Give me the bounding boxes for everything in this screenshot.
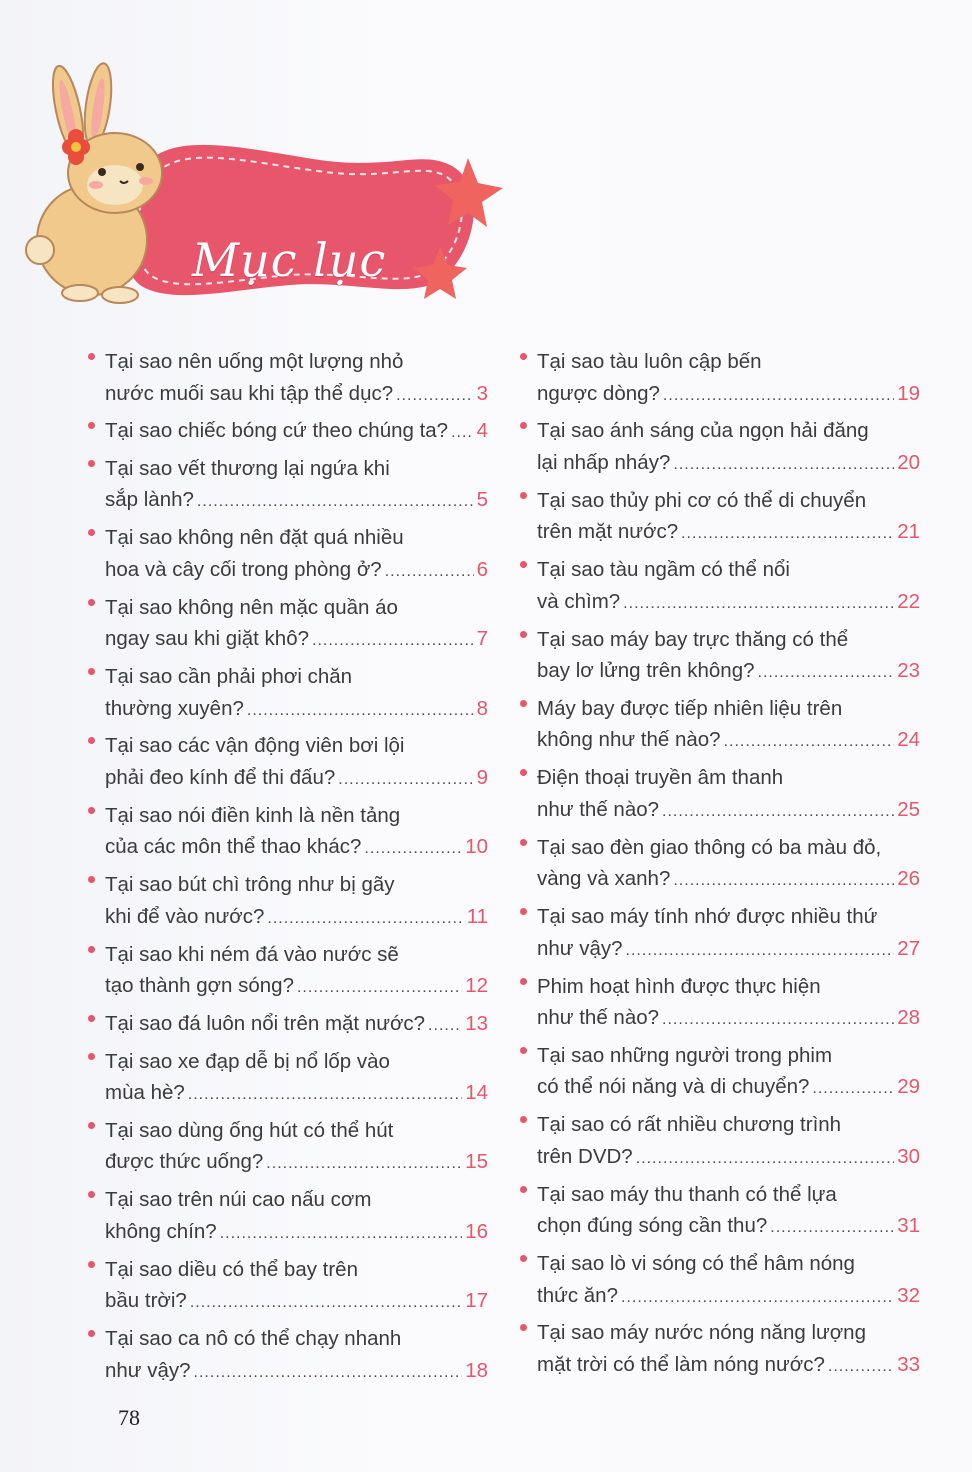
page-ref: 18 bbox=[465, 1358, 488, 1382]
entry-title: không chín? bbox=[105, 1219, 217, 1243]
toc-entry bbox=[520, 415, 920, 484]
page-ref: 31 bbox=[897, 1214, 920, 1238]
entry-title: Tại sao khi ném đá vào nước sẽ bbox=[105, 942, 399, 966]
entry-title: Tại sao xe đạp dễ bị nổ lốp vào bbox=[105, 1049, 390, 1073]
toc-entry bbox=[520, 901, 920, 970]
bullet-icon bbox=[88, 946, 95, 953]
entry-title: mùa hè? bbox=[105, 1081, 185, 1105]
toc-entry bbox=[88, 661, 488, 730]
entry-title: như vậy? bbox=[105, 1358, 191, 1382]
toc-entry bbox=[520, 762, 920, 831]
toc-column-left bbox=[88, 346, 488, 1392]
page-ref: 27 bbox=[897, 936, 920, 960]
toc-column-right bbox=[520, 346, 920, 1387]
entry-title: ngược dòng? bbox=[537, 381, 660, 405]
bullet-icon bbox=[520, 422, 527, 429]
entry-title: sắp lành? bbox=[105, 488, 194, 512]
bullet-icon bbox=[88, 1330, 95, 1337]
bullet-icon bbox=[520, 561, 527, 568]
bullet-icon bbox=[520, 492, 527, 499]
toc-entry bbox=[88, 800, 488, 869]
toc-entry bbox=[88, 1008, 488, 1046]
entry-title: Tại sao có rất nhiều chương trình bbox=[537, 1113, 842, 1137]
bullet-icon bbox=[520, 908, 527, 915]
entry-title: Tại sao những người trong phim bbox=[537, 1043, 833, 1067]
toc-entry bbox=[88, 522, 488, 591]
entry-title: bầu trời? bbox=[105, 1289, 187, 1313]
page-title: Mục lục bbox=[192, 233, 387, 287]
page-ref: 15 bbox=[465, 1150, 488, 1174]
bullet-icon bbox=[520, 1116, 527, 1123]
bullet-icon bbox=[88, 599, 95, 606]
bullet-icon bbox=[88, 1053, 95, 1060]
entry-title: Tại sao ánh sáng của ngọn hải đăng bbox=[537, 419, 869, 443]
toc-entry bbox=[88, 939, 488, 1008]
entry-title: Tại sao đá luôn nổi trên mặt nước? bbox=[105, 1012, 426, 1036]
page-ref: 12 bbox=[465, 974, 488, 998]
entry-title: của các môn thể thao khác? bbox=[105, 835, 362, 859]
page-ref: 25 bbox=[897, 797, 920, 821]
entry-title: như vậy? bbox=[537, 936, 623, 960]
entry-title: Tại sao nói điền kinh là nền tảng bbox=[105, 803, 401, 827]
page-ref: 30 bbox=[897, 1144, 920, 1168]
bullet-icon bbox=[88, 422, 95, 429]
bullet-icon bbox=[520, 700, 527, 707]
entry-title: Tại sao không nên mặc quần áo bbox=[105, 595, 398, 619]
toc-entry bbox=[88, 1115, 488, 1184]
entry-title: trên mặt nước? bbox=[537, 520, 679, 544]
toc-entry bbox=[520, 1040, 920, 1109]
entry-title: Phim hoạt hình được thực hiện bbox=[537, 974, 821, 998]
entry-title: Tại sao tàu ngầm có thể nổi bbox=[537, 558, 790, 582]
toc-entry bbox=[520, 485, 920, 554]
entry-title: trên DVD? bbox=[537, 1144, 633, 1168]
toc-entry bbox=[520, 1317, 920, 1386]
bullet-icon bbox=[88, 353, 95, 360]
bullet-icon bbox=[88, 737, 95, 744]
entry-title: Điện thoại truyền âm thanh bbox=[537, 766, 784, 790]
toc-entry bbox=[88, 1323, 488, 1392]
page-ref: 24 bbox=[897, 728, 920, 752]
bullet-icon bbox=[520, 1255, 527, 1262]
toc-entry bbox=[520, 624, 920, 693]
entry-title: vàng và xanh? bbox=[537, 867, 671, 891]
entry-title: Tại sao chiếc bóng cứ theo chúng ta? bbox=[105, 419, 449, 443]
entry-title: mặt trời có thể làm nóng nước? bbox=[537, 1352, 825, 1376]
toc-entry bbox=[88, 1046, 488, 1115]
entry-title: như thế nào? bbox=[537, 1006, 660, 1030]
entry-title: Tại sao máy tính nhớ được nhiều thứ bbox=[537, 905, 878, 929]
page-ref: 32 bbox=[897, 1283, 920, 1307]
entry-title: được thức uống? bbox=[105, 1150, 264, 1174]
toc-entry bbox=[520, 693, 920, 762]
toc-entry bbox=[88, 592, 488, 661]
entry-title: Tại sao thủy phi cơ có thể di chuyển bbox=[537, 488, 867, 512]
entry-title: Tại sao vết thương lại ngứa khi bbox=[105, 456, 390, 480]
bullet-icon bbox=[88, 1191, 95, 1198]
page-ref: 17 bbox=[465, 1289, 488, 1313]
toc-entry bbox=[88, 453, 488, 522]
page-ref: 16 bbox=[465, 1219, 488, 1243]
entry-title: bay lơ lửng trên không? bbox=[537, 659, 755, 683]
page-ref: 28 bbox=[897, 1006, 920, 1030]
bullet-icon bbox=[88, 460, 95, 467]
entry-title: Tại sao máy bay trực thăng có thể bbox=[537, 627, 849, 651]
page-ref: 19 bbox=[897, 381, 920, 405]
toc-entry bbox=[520, 554, 920, 623]
entry-title: Tại sao ca nô có thể chạy nhanh bbox=[105, 1327, 402, 1351]
toc-entry bbox=[88, 415, 488, 453]
entry-title: Tại sao các vận động viên bơi lội bbox=[105, 734, 405, 758]
page-ref: 22 bbox=[897, 589, 920, 613]
bullet-icon bbox=[520, 631, 527, 638]
page-ref: 33 bbox=[897, 1352, 920, 1376]
bullet-icon bbox=[520, 769, 527, 776]
entry-title: nước muối sau khi tập thể dục? bbox=[105, 381, 394, 405]
toc-header bbox=[20, 55, 520, 315]
bullet-icon bbox=[520, 978, 527, 985]
bullet-icon bbox=[520, 1324, 527, 1331]
bullet-icon bbox=[88, 1015, 95, 1022]
bullet-icon bbox=[520, 1047, 527, 1054]
entry-title: Tại sao nên uống một lượng nhỏ bbox=[105, 350, 404, 373]
entry-title: Tại sao máy thu thanh có thể lựa bbox=[537, 1182, 837, 1206]
page-ref: 4 bbox=[476, 419, 488, 443]
page-ref: 6 bbox=[476, 557, 488, 581]
entry-title: Tại sao đèn giao thông có ba màu đỏ, bbox=[537, 835, 882, 859]
toc-entry bbox=[520, 346, 920, 415]
entry-title: Tại sao cần phải phơi chăn bbox=[105, 665, 353, 689]
toc-entry bbox=[520, 971, 920, 1040]
toc-entry bbox=[520, 1109, 920, 1178]
page-ref: 29 bbox=[897, 1075, 920, 1099]
entry-title: và chìm? bbox=[537, 589, 621, 613]
entry-title: Tại sao trên núi cao nấu cơm bbox=[105, 1188, 372, 1212]
page-ref: 11 bbox=[466, 904, 488, 928]
bullet-icon bbox=[88, 529, 95, 536]
entry-title: như thế nào? bbox=[537, 797, 660, 821]
page-ref: 23 bbox=[897, 659, 920, 683]
entry-title: không như thế nào? bbox=[537, 728, 721, 752]
entry-title: hoa và cây cối trong phòng ở? bbox=[105, 557, 382, 581]
toc-entry bbox=[88, 1184, 488, 1253]
page-ref: 13 bbox=[465, 1012, 488, 1036]
bullet-icon bbox=[88, 1261, 95, 1268]
entry-title: Tại sao diều có thể bay trên bbox=[105, 1257, 358, 1281]
toc-entry bbox=[88, 346, 488, 415]
page-ref: 5 bbox=[476, 488, 488, 512]
bullet-icon bbox=[520, 839, 527, 846]
entry-title: lại nhấp nháy? bbox=[537, 450, 671, 474]
page-ref: 21 bbox=[897, 520, 920, 544]
page-number: 78 bbox=[118, 1405, 140, 1430]
bullet-icon bbox=[88, 1122, 95, 1129]
bullet-icon bbox=[520, 353, 527, 360]
page-ref: 7 bbox=[476, 627, 488, 651]
entry-title: Tại sao bút chì trông như bị gãy bbox=[105, 873, 395, 897]
entry-title: khi để vào nước? bbox=[105, 904, 265, 928]
toc-entry bbox=[88, 1254, 488, 1323]
entry-title: thường xuyên? bbox=[105, 696, 244, 720]
bullet-icon bbox=[520, 1186, 527, 1193]
page-ref: 26 bbox=[897, 867, 920, 891]
entry-title: Tại sao máy nước nóng năng lượng bbox=[537, 1321, 866, 1345]
page-ref: 20 bbox=[897, 450, 920, 474]
entry-title: thức ăn? bbox=[537, 1283, 618, 1307]
entry-title: tạo thành gợn sóng? bbox=[105, 974, 294, 998]
toc-entry bbox=[88, 869, 488, 938]
entry-title: có thể nói năng và di chuyển? bbox=[537, 1075, 810, 1099]
entry-title: ngay sau khi giặt khô? bbox=[105, 627, 309, 651]
bullet-icon bbox=[88, 668, 95, 675]
entry-title: Tại sao lò vi sóng có thể hâm nóng bbox=[537, 1252, 855, 1276]
bullet-icon bbox=[88, 807, 95, 814]
entry-title: Tại sao không nên đặt quá nhiều bbox=[105, 526, 404, 550]
toc-entry bbox=[520, 832, 920, 901]
entry-title: chọn đúng sóng cần thu? bbox=[537, 1214, 768, 1238]
page-ref: 3 bbox=[476, 381, 488, 405]
entry-title: Tại sao dùng ống hút có thể hút bbox=[105, 1118, 394, 1142]
toc-entry bbox=[88, 730, 488, 799]
toc-entry bbox=[520, 1248, 920, 1317]
toc-entry bbox=[520, 1179, 920, 1248]
page-ref: 9 bbox=[476, 765, 488, 789]
entry-title: phải đeo kính để thi đấu? bbox=[105, 765, 336, 789]
entry-title: Tại sao tàu luôn cập bến bbox=[537, 350, 762, 373]
page-ref: 10 bbox=[465, 835, 488, 859]
page-ref: 14 bbox=[465, 1081, 488, 1105]
entry-title: Máy bay được tiếp nhiên liệu trên bbox=[537, 696, 843, 720]
page-ref: 8 bbox=[476, 696, 488, 720]
bullet-icon bbox=[88, 876, 95, 883]
